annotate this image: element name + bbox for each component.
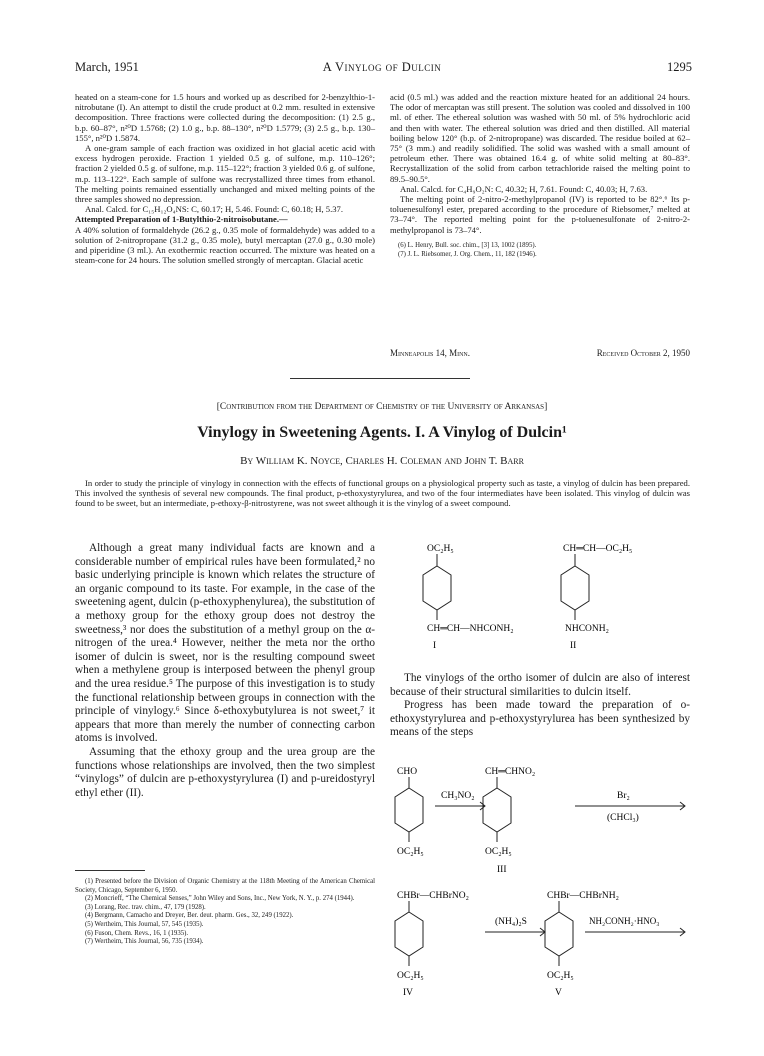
synthesis-scheme <box>385 762 695 1027</box>
footnote: (4) Bergmann, Camacho and Dreyer, Ber. deut. pharm. Ges., 32, 249 (1922). <box>85 912 294 920</box>
formula-text: OC₂H₅ <box>485 847 512 857</box>
reagent: NH₂CONH₂·HNO₃ <box>589 916 660 926</box>
reagent: Br₂ <box>617 791 630 801</box>
formula-text: CH═CH—NHCONH₂ <box>427 624 514 634</box>
reagent: (NH₄)₂S <box>495 917 527 927</box>
page-number: 1295 <box>667 60 692 74</box>
divider <box>290 378 470 379</box>
formula-text: CHBr—CHBrNH₂ <box>547 891 619 901</box>
footnote: (6) Fuson, Chem. Revs., 16, 1 (1935). <box>85 929 189 937</box>
paragraph: A 40% solution of formaldehyde (26.2 g., 0.35 mole of formaldehyde) was added to a solution of 2-nitropropane (31.2 g., 0.35 mole), butyl mercaptan (27.0 g., 0.30 mole) and piperidine (3 ml.). An exothermic reaction occurred. The mixture was heated on a steam-cone for 24 hours. The solution smelled strongly of mercaptan. Glacial acetic <box>75 224 375 266</box>
formula-text: OC₂H₅ <box>397 847 424 857</box>
reference: (7) J. L. Riebsomer, J. Org. Chem., 11, 182 (1946). <box>398 250 537 258</box>
structures-i-ii <box>385 538 695 668</box>
paragraph: Anal. Calcd. for C₁₅H₁₂O₄NS: C, 60.17; H, 5.46. Found: C, 60.18; H, 5.37. <box>85 204 343 215</box>
running-title: A Vinylog of Dulcin <box>322 60 442 74</box>
top-left-column <box>75 92 375 265</box>
footnote-rule <box>75 870 145 871</box>
received-date: Received October 2, 1950 <box>596 348 690 358</box>
benzene-ring <box>395 788 423 832</box>
footnote: (5) Wertheim, This Journal, 57, 545 (1935). <box>85 920 204 928</box>
compound-number: III <box>497 865 507 875</box>
benzene-ring <box>561 566 589 610</box>
paragraph: Anal. Calcd. for C₄H₉O₂N: C, 40.32; H, 7.61. Found: C, 40.03; H, 7.63. <box>400 183 648 194</box>
formula-text: OC₂H₅ <box>547 971 574 981</box>
compound-number: II <box>570 641 577 651</box>
paragraph: acid (0.5 ml.) was added and the reaction mixture heated for an additional 24 hours. The odor of mercaptan was still present. The solution was cooled and dissolved in 100 ml. of ether. The ethereal solution was washed with 50 ml. of 5% hydrochloric acid and then with water. The ethereal solution was dried and then distilled. All material boiling below 120° (b.p. of 2-nitropropane) was discarded. The residue boiled at 62–75° (3 mm.) and readily solidified. The solid was washed with a small amount of petroleum ether. There was obtained 16.4 g. of white solid melting at 80–83°. Recrystallization of the solid from carbon tetrachloride raised the melting point to 89.5–90.5°. <box>390 92 690 184</box>
running-date: March, 1951 <box>75 60 139 74</box>
formula-text: CH═CHNO₂ <box>485 767 536 777</box>
compound-number: V <box>555 988 562 998</box>
paragraph: The vinylogs of the ortho isomer of dulcin are also of interest because of their structural similarities to dulcin itself. <box>390 672 690 698</box>
location: Minneapolis 14, Minn. <box>390 348 471 358</box>
section-heading: Attempted Preparation of 1-Butylthio-2-nitroisobutane.— <box>75 214 288 225</box>
paragraph: Although a great many individual facts are known and a considerable number of empirical rules have been formulated,² no basic underlying principle is known which relates the structure of an organic compound to its taste. For example, in the case of the sweetening agent, dulcin (p-ethoxyphenylurea), the substitution of a methoxy group for the ethoxy group does not destroy the sweetness,³ nor does the substitution of a methyl group on the α-nitrogen of the urea.⁴ However, neither the meta nor the ortho isomer of dulcin is sweet, nor is the resulting compound sweet when a methylene group is interposed between the phenyl group and the urea residue.⁵ The purpose of this investigation is to study the functional relationship between groups in connection with the principle of vinylogy.⁶ Since δ-ethoxybutylurea is not sweet,⁷ it appears that more than merely the number of connecting carbon atoms is involved. <box>75 542 375 745</box>
reference: (6) L. Henry, Bull. soc. chim., [3] 13, 1002 (1895). <box>398 241 537 249</box>
benzene-ring <box>483 788 511 832</box>
formula-text: CHO <box>397 767 418 777</box>
benzene-ring <box>545 912 573 956</box>
abstract: In order to study the principle of vinylogy in connection with the effects of functional groups on a physiological property such as taste, a vinylog of dulcin has been prepared. This involved the synthesis of several new compounds. The final product, p-ethoxystyrylurea, and two of the four intermediates have been isolated. This vinylog of dulcin was found to be sweet, but an intermediate, p-ethoxy-β-nitrostyrene, was not sweet although it is the vinylog of a sweet compound. <box>75 478 690 509</box>
compound-number: I <box>433 641 437 651</box>
top-right-column <box>390 92 690 259</box>
footnotes <box>75 878 375 947</box>
paragraph: Assuming that the ethoxy group and the urea group are the functions whose relationships are involved, then the two simplest “vinylogs” of dulcin are p-ethoxystyrylurea (I) and p-ureidostyryl ethyl ether (II). <box>75 745 375 799</box>
paragraph: heated on a steam-cone for 1.5 hours and worked up as described for 2-benzylthio-1-nitrobutane (I). An attempt to distil the crude product at 0.2 mm. resulted in extensive decomposition. Three fractions were collected during the decomposition: (1) 2.5 g., b.p. 60–87°, n²⁰D 1.5768; (2) 1.0 g., b.p. 88–130°, n²⁰D 1.5779; (3) 2.5 g., b.p. 130–155°, n²⁰D 1.5874. <box>75 92 375 143</box>
formula-text: CH═CH—OC₂H₅ <box>563 544 633 554</box>
reagent: CH₃NO₂ <box>441 791 475 801</box>
footnote: (2) Moncrieff, “The Chemical Senses,” John Wiley and Sons, Inc., New York, N. Y., p. 274 (1944). <box>85 895 355 903</box>
benzene-ring <box>395 912 423 956</box>
benzene-ring <box>423 566 451 610</box>
compound-number: IV <box>403 988 414 998</box>
paragraph: Progress has been made toward the preparation of o-ethoxystyrylurea and p-ethoxystyrylurea has been synthesized by means of the steps <box>390 699 690 739</box>
formula-text: CHBr—CHBrNO₂ <box>397 891 469 901</box>
footnote: (3) Lorang, Rec. trav. chim., 47, 179 (1928). <box>85 903 206 911</box>
authors: By William K. Noyce, Charles H. Coleman and John T. Barr <box>240 455 524 467</box>
footnote: (7) Wertheim, This Journal, 56, 735 (1934). <box>85 938 204 946</box>
references <box>390 241 690 259</box>
paragraph: A one-gram sample of each fraction was oxidized in hot glacial acetic acid with excess hydrogen peroxide. Fraction 1 yielded 0.5 g. of sulfone, m.p. 110–126°; fraction 2 yielded 0.5 g. of sulfone, m.p. 115–122°; fraction 3 yielded 0.6 g. of sulfone, m.p. 113–122°. Each sample of sulfone was recrystallized three times from ethanol. The melting points remained essentially unchanged and mixed melting points of the three samples showed no depression. <box>75 143 375 205</box>
body-right-column <box>390 672 690 740</box>
formula-text: NHCONH₂ <box>565 624 609 634</box>
footnote: (1) Presented before the Division of Organic Chemistry at the 118th Meeting of the American Chemical Society, Chicago, September 6, 1950. <box>75 878 375 894</box>
paragraph: The melting point of 2-nitro-2-methylpropanol (IV) is reported to be 82°.⁶ Its p-toluenesulfonyl ester, prepared according to the procedure of Riebsomer,⁷ melted at 73–74°. The reported melting point for the p-toluenesulfonate of 2-nitro-2-methylpropanol is 73–74°. <box>390 194 690 235</box>
reagent: (CHCl₃) <box>607 813 639 823</box>
body-left-column <box>75 542 375 800</box>
article-title: Vinylogy in Sweetening Agents. I. A Vinylog of Dulcin¹ <box>197 424 567 441</box>
formula-text: OC₂H₅ <box>397 971 424 981</box>
contribution-line: [Contribution from the Department of Chemistry of the University of Arkansas] <box>216 402 548 412</box>
formula-text: OC₂H₅ <box>427 544 454 554</box>
